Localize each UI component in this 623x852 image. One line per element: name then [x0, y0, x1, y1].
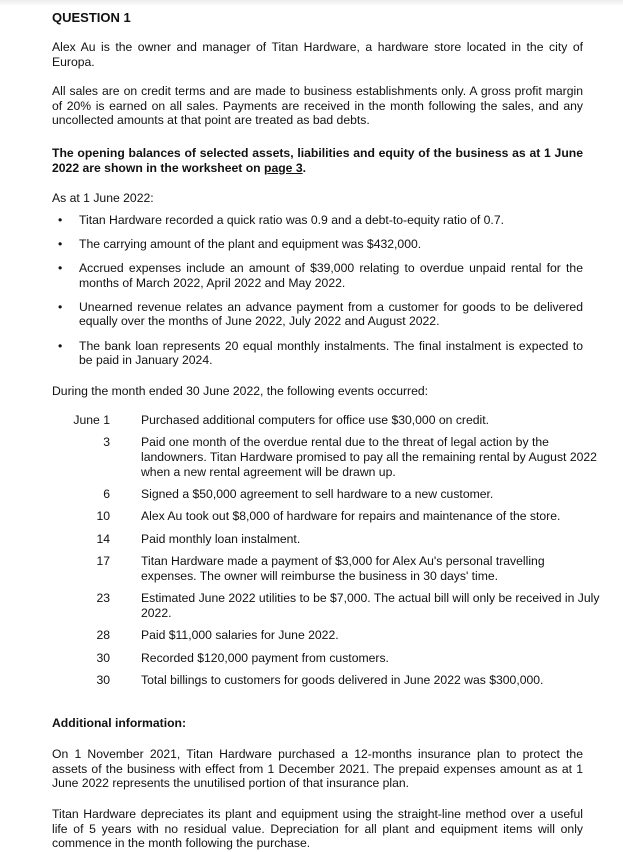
event-description: Recorded $120,000 payment from customers.	[141, 650, 389, 665]
event-date: 3	[103, 435, 110, 450]
event-row	[52, 509, 612, 524]
event-description: Alex Au took out $8,000 of hardware for repairs and maintenance of the store.	[141, 509, 561, 524]
bullet-icon: •	[58, 237, 63, 252]
event-description: Paid one month of the overdue rental due to the threat of legal action by the landowners. Titan Hardware promised to pay all the remaining rental by August 2022 when a new rental agreement will be drawn up.	[141, 435, 597, 479]
event-row	[52, 532, 612, 547]
opening-balances-note	[52, 146, 583, 175]
intro-paragraph: Alex Au is the owner and manager of Titan Hardware, a hardware store located in the city of Europa.	[52, 40, 583, 69]
bullet-item	[52, 213, 583, 228]
bullet-text: Titan Hardware recorded a quick ratio was 0.9 and a debt-to-equity ratio of 0.7.	[79, 213, 504, 227]
depreciation-paragraph: Titan Hardware depreciates its plant and equipment using the straight-line method over a useful life of 5 years with no residual value. Depreciation for all plant and equipment items will only commence in the month following the purchase.	[52, 807, 583, 851]
bullet-text: Accrued expenses include an amount of $39,000 relating to overdue unpaid rental for the months of March 2022, April 2022 and May 2022.	[79, 261, 583, 290]
event-row	[52, 435, 612, 479]
bullet-item	[52, 339, 583, 368]
sales-terms-paragraph: All sales are on credit terms and are made to business establishments only. A gross profit margin of 20% is earned on all sales. Payments are received in the month following the sales, and any uncollected amounts at that point are treated as bad debts.	[52, 84, 583, 128]
bullet-item	[52, 237, 583, 252]
event-description: Signed a $50,000 agreement to sell hardware to a new customer.	[141, 486, 494, 501]
event-description: Estimated June 2022 utilities to be $7,000. The actual bill will only be received in July 2022.	[141, 591, 600, 620]
event-date: 17	[96, 554, 110, 569]
events-list	[52, 413, 612, 695]
bullet-icon: •	[58, 213, 63, 227]
event-date: June 1	[73, 413, 110, 427]
bullet-text: Unearned revenue relates an advance payment from a customer for goods to be delivered equally over the months of June 2022, July 2022 and August 2022.	[79, 299, 583, 329]
event-date: 10	[96, 509, 110, 524]
event-date: 6	[103, 486, 110, 501]
event-row	[52, 554, 612, 583]
event-date: 23	[96, 591, 110, 606]
bullet-text: The bank loan represents 20 equal monthly instalments. The final instalment is expected to be paid in January 2024.	[79, 338, 583, 368]
additional-info-heading: Additional information:	[52, 716, 187, 730]
event-description: Purchased additional computers for office use $30,000 on credit.	[141, 413, 490, 427]
as-at-heading: As at 1 June 2022:	[52, 191, 154, 205]
event-row	[52, 628, 612, 643]
bullet-icon: •	[58, 299, 63, 314]
page-3-link[interactable]: page 3	[264, 160, 303, 175]
event-date: 28	[96, 628, 110, 643]
as-at-bullet-list	[52, 213, 588, 377]
events-heading: During the month ended 30 June 2022, the following events occurred:	[52, 384, 429, 398]
bullet-item	[52, 261, 583, 290]
opening-note-text: The opening balances of selected assets, liabilities and equity of the business as at 1 June 2022 are shown in the worksheet on	[52, 146, 583, 175]
page-top-shadow	[0, 0, 623, 6]
bullet-icon: •	[58, 338, 63, 353]
event-description: Paid monthly loan instalment.	[141, 531, 301, 546]
question-title: QUESTION 1	[52, 10, 131, 25]
bullet-text: The carrying amount of the plant and equipment was $432,000.	[79, 237, 422, 252]
event-row	[52, 487, 612, 502]
event-description: Titan Hardware made a payment of $3,000 for Alex Au's personal travelling expenses. The owner will reimburse the business in 30 days' time.	[141, 554, 545, 583]
bullet-icon: •	[58, 261, 63, 276]
event-date: 30	[96, 650, 110, 665]
event-date: 30	[96, 672, 110, 687]
insurance-paragraph: On 1 November 2021, Titan Hardware purchased a 12-months insurance plan to protect the assets of the business with effect from 1 December 2021. The prepaid expenses amount as at 1 June 2022 represents the unutilised portion of that insurance plan.	[52, 747, 583, 791]
event-description: Paid $11,000 salaries for June 2022.	[141, 628, 339, 643]
event-date: 14	[96, 531, 110, 546]
event-row	[52, 591, 612, 620]
event-row	[52, 651, 612, 666]
event-row	[52, 673, 612, 688]
event-description: Total billings to customers for goods delivered in June 2022 was $300,000.	[141, 672, 544, 687]
opening-note-end: .	[302, 160, 307, 175]
event-row	[52, 413, 612, 428]
bullet-item	[52, 300, 583, 329]
